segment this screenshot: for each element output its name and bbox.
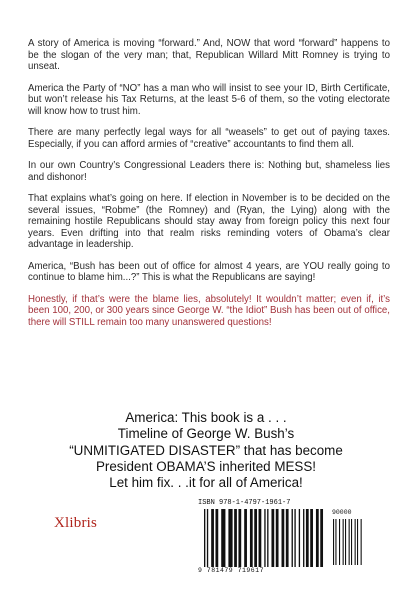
tagline-line-5: Let him fix. . .it for all of America! [109,475,303,491]
blurb-paragraph-6: America, “Bush has been out of office for almost 4 years, are YOU really going to continue to blame him...?” This is what the Republicans are saying! [28,260,390,283]
blurb-paragraph-3: There are many perfectly legal ways for all “weasels” to get out of paying taxes. Especially, if you can afford armies of “creative” accountants to find them all. [28,127,390,150]
barcode-box [196,499,368,577]
ean-digits: 9 781479 719617 [198,567,265,574]
barcode-icon [202,509,328,567]
blurb-paragraph-2: America the Party of “NO” has a man who will insist to see your ID, Birth Certificate, but won’t release his Tax Returns, at the least 5-6 of them, so the voting electorate will know how to trust him. [28,82,390,117]
blurb-paragraph-5: That explains what’s going on here. If election in November is to be decided on the several issues, “Robme” (the Romney) and (Ryan, the Lying) along with the remaining hostile Republicans should stay away from foreign policy this next four years. Even drifting into that realm risks reminding voters of Obama’s clear advantage in leadership. [28,193,390,250]
blurb-paragraph-4: In our own Country’s Congressional Leaders there is: Nothing but, shameless lies and dishonor! [28,160,390,183]
tagline-line-1: America: This book is a . . . [125,410,287,425]
addon-digits: 90000 [332,509,352,516]
publisher-logo: Xlibris [54,515,98,531]
tagline-line-2: Timeline of George W. Bush’s [117,426,295,442]
isbn-label: ISBN 978-1-4797-1961-7 [198,499,291,507]
blurb-paragraph-7-highlight: Honestly, if that’s were the blame lies, absolutely! It wouldn’t matter; even if, it’s been 100, 200, or 300 years since George W. “the Idiot” Bush has been out of office, there will STILL remain too many unanswered questions! [28,293,390,328]
blurb [28,38,390,338]
addon-barcode-icon [332,519,364,565]
blurb-paragraph-1: A story of America is moving “forward.” And, NOW that word “forward” happens to be the slogan of the very man; that, Republican Willard Mitt Romney is trying to unseat. [28,38,390,72]
tagline [0,410,412,491]
tagline-line-3: “UNMITIGATED DISASTER” that has become [69,442,343,458]
tagline-line-4: President OBAMA’S inherited MESS! [95,458,317,474]
